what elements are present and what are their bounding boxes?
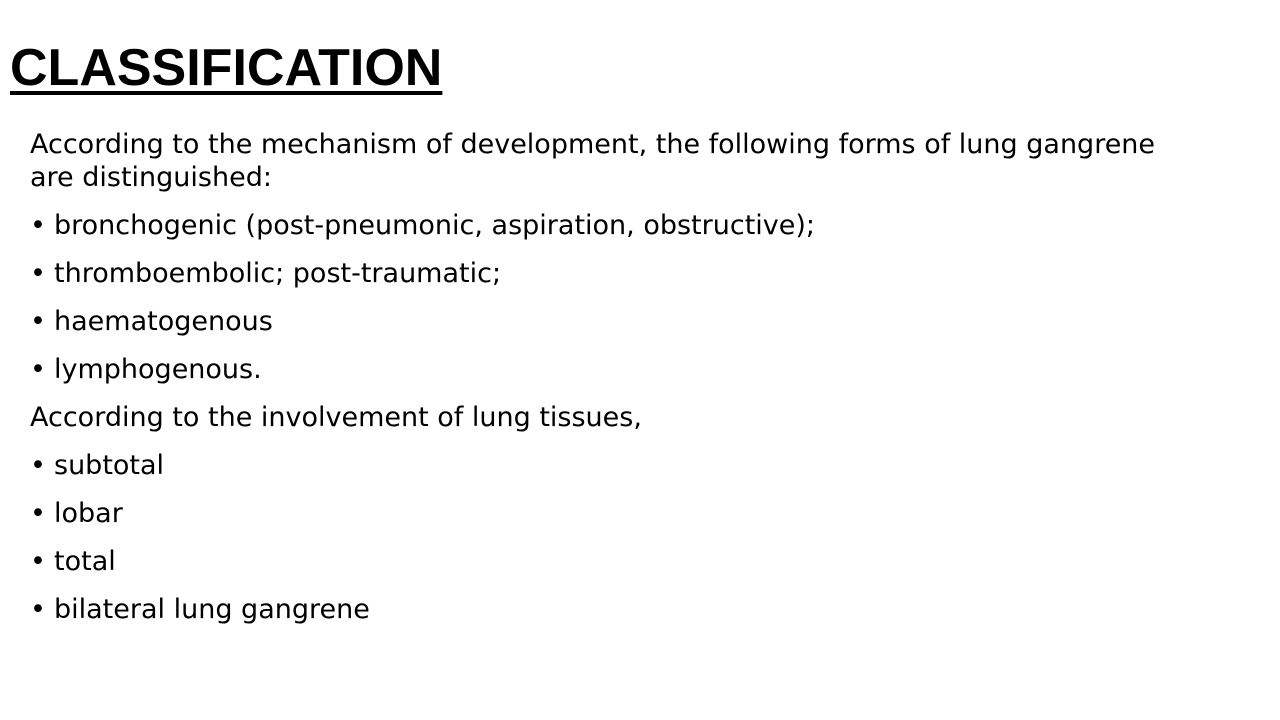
slide-body [30,128,1160,641]
bullet-icon: • [30,546,46,577]
list-item [30,449,1160,482]
list-item-text: haematogenous [54,306,273,337]
list-item [30,305,1160,338]
bullet-icon: • [30,594,46,625]
list-item-text: lobar [54,498,123,529]
bullet-icon: • [30,210,46,241]
list-item-text: bronchogenic (post-pneumonic, aspiration, obstructive); [54,210,816,241]
list-item-text: lymphogenous. [54,354,262,385]
involvement-intro: According to the involvement of lung tissues, [30,402,642,433]
list-item [30,353,1160,386]
list-item-text: thromboembolic; post-traumatic; [54,258,502,289]
slide-title: CLASSIFICATION [10,39,443,97]
list-item-text: subtotal [54,450,165,481]
list-item-text: total [54,546,116,577]
bullet-icon: • [30,306,46,337]
list-item [30,593,1160,626]
list-item [30,497,1160,530]
bullet-icon: • [30,354,46,385]
mechanism-intro: According to the mechanism of development, the following forms of lung gangrene are distinguished: [30,129,1156,193]
bullet-icon: • [30,450,46,481]
list-item-text: bilateral lung gangrene [54,594,370,625]
list-item [30,257,1160,290]
list-item [30,545,1160,578]
bullet-icon: • [30,498,46,529]
list-item [30,209,1160,242]
bullet-icon: • [30,258,46,289]
